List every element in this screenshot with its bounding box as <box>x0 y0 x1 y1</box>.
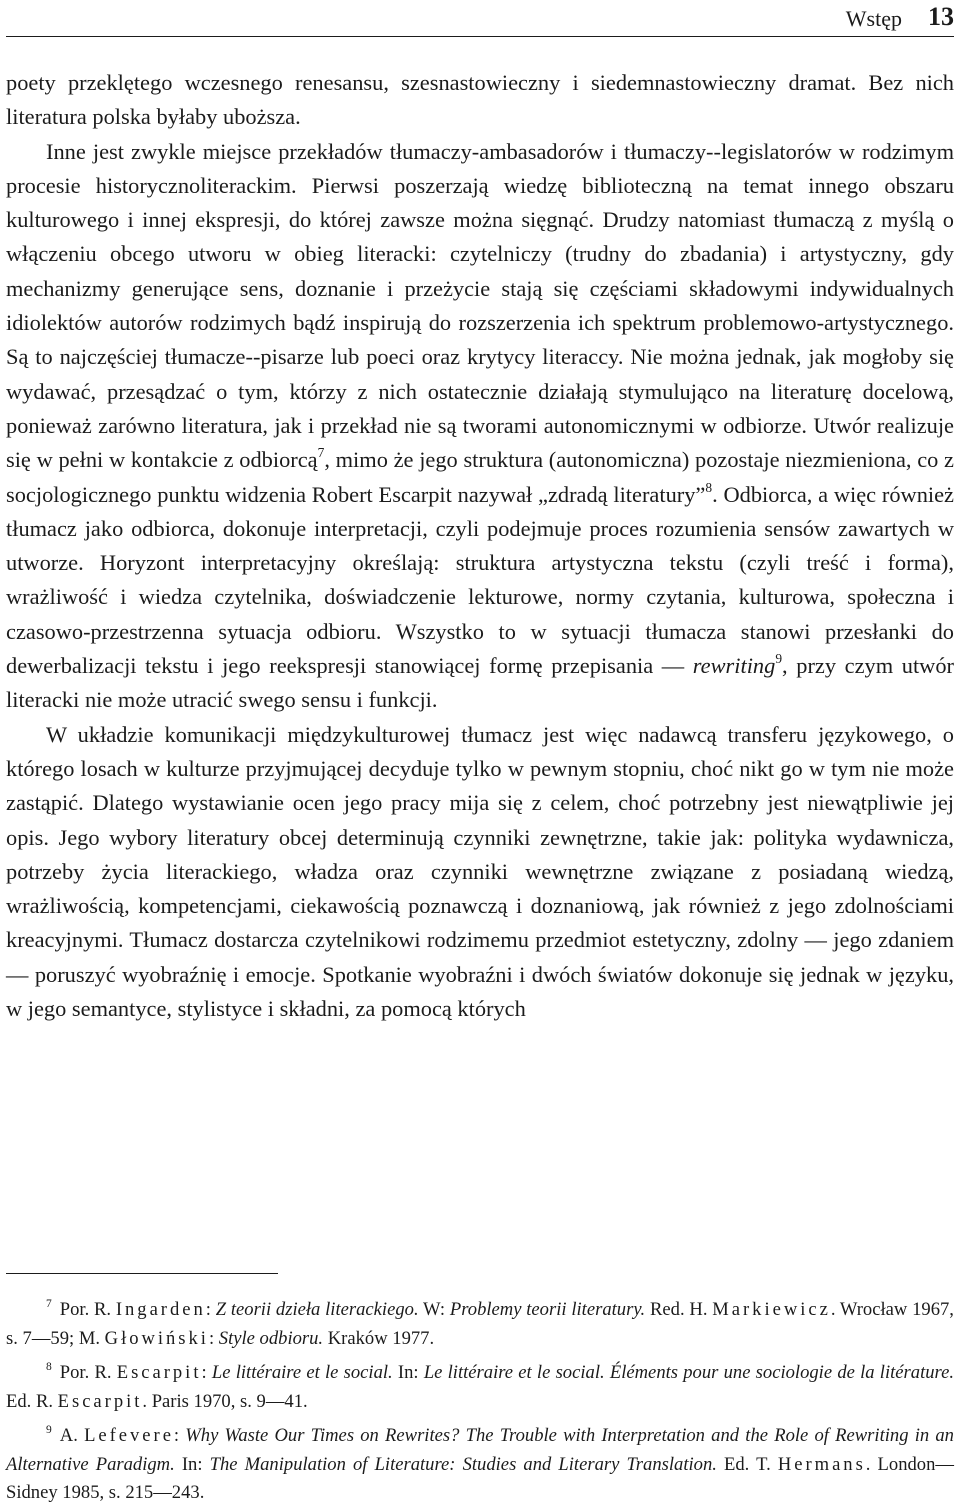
book-page <box>6 0 954 1501</box>
text-run: W układzie komunikacji międzykulturowej tłumacz jest więc nadawcą transferu językowego, o którego losach w kulturze przyjmującej decyduje tylko w pewnym stopniu, choć nikt go w tym nie może zastąpić. Dlatego wystawianie ocen jego pracy mija się z celem, choć potrzebny jest niewątpliwie jej opis. Jego wybory literatury obcej determinują czynniki zewnętrzne, takie jak: polityka wydawnicza, potrzeby życia literackiego, władza oraz czynniki wewnętrzne związane z posiadaną wiedzą, wrażliwością, kompetencjami, ciekawością poznawczą i doznaniową, jak również z jego zdolnościami kreacyjnymi. Tłumacz dostarcza czytelnikowi rodzimemu przedmiot estetyczny, zdolny — jego zdaniem — poruszyć wyobraźnię i emocje. Spotkanie wyobraźni i dwóch światów dokonuje się jednak w języku, w jego semantyce, stylistyce i składni, za pomocą których <box>6 721 954 1022</box>
author-name: Escarpit <box>57 1390 143 1412</box>
author-name: Hermans <box>777 1453 866 1475</box>
author-name: Ingarden <box>115 1299 206 1320</box>
text-run: Red. H. <box>645 1299 713 1320</box>
text-run: In: <box>174 1453 210 1475</box>
paragraph <box>6 135 954 718</box>
work-title: Why Waste Our Times on Rewrites? The Trouble with Interpretation and the Role of Rewriting in an Alternative Paradigm. <box>6 1425 954 1475</box>
text-run: . Wrocław 1967, s. 7—59; M. <box>6 1299 954 1349</box>
text-run: In: <box>392 1362 424 1383</box>
author-name: Lefevere <box>84 1425 174 1446</box>
text-run: : <box>173 1425 186 1446</box>
footnote-8 <box>6 1359 954 1416</box>
footnote-ref-9[interactable]: 9 <box>775 650 783 666</box>
text-run: : <box>201 1362 212 1383</box>
text-run: , przy czym utwór literacki nie może utracić swego sensu i funkcji. <box>6 653 954 713</box>
paragraph-continued <box>6 66 954 135</box>
running-header <box>6 0 954 37</box>
author-name: Escarpit <box>116 1362 202 1383</box>
text-run: W: <box>418 1299 450 1320</box>
text-run: Kraków 1977. <box>323 1327 435 1349</box>
main-text <box>6 66 954 1026</box>
footnote-number: 7 <box>46 1297 52 1310</box>
work-title: Le littéraire et le social. Éléments pour une sociologie de la litérature. <box>423 1362 954 1383</box>
work-title: Problemy teorii literatury. <box>449 1299 646 1320</box>
page-number: 13 <box>928 2 954 31</box>
text-run: : <box>205 1299 216 1320</box>
work-title: The Manipulation of Literature: Studies and Literary Translation. <box>209 1453 717 1475</box>
footnote-number: 9 <box>46 1423 52 1436</box>
text-run: Por. R. <box>59 1362 117 1383</box>
paragraph <box>6 718 954 1027</box>
work-title: Z teorii dzieła literackiego. <box>215 1299 419 1320</box>
text-run: . London—Sidney 1985, s. 215—243. <box>6 1453 954 1503</box>
author-name: Markiewicz <box>712 1299 831 1320</box>
footnote-9 <box>6 1422 954 1508</box>
footnote-ref-7[interactable]: 7 <box>317 445 325 461</box>
text-run: Inne jest zwykle miejsce przekładów tłumaczy-ambasadorów i tłumaczy--legislatorów w rodzimym procesie historycznoliterackim. Pierwsi poszerzają wiedzę biblioteczną na temat innego obszaru kulturowego i innej ekspresji, do której zawsze można sięgnąć. Drudzy natomiast tłumaczą z myślą o włączeniu obcego utworu w obieg literacki: czytelniczy (trudny do zbadania) i artystyczny, gdy mechanizmy generujące sens, doznanie i przeżycie stają się częściami składowymi indywidualnych idiolektów autorów rodzimych bądź inspirują do rozszerzenia ich spektrum problemowo-artystycznego. Są to najczęściej tłumacze--pisarze lub poeci oraz krytycy literaccy. Nie można jednak, jak mogłoby się wydawać, przesądzać o tym, którzy z nich ostatecznie działają stymulująco na literaturę docelową, ponieważ zarówno literatura, jak i przekład nie są tworami autonomicznymi w odbiorze. Utwór realizuje się w pełni w kontakcie z odbiorcą <box>6 138 954 473</box>
text-run: : <box>208 1327 219 1349</box>
italic-term: rewriting <box>692 653 776 679</box>
text-run: Ed. T. <box>716 1453 778 1475</box>
work-title: Style odbioru. <box>218 1327 324 1349</box>
footnote-7 <box>6 1296 954 1353</box>
author-name: Głowiński <box>104 1327 209 1349</box>
text-run: Por. R. <box>59 1299 116 1320</box>
footnote-number: 8 <box>46 1360 52 1373</box>
text-run: Ed. R. <box>6 1390 58 1412</box>
text-run: . Paris 1970, s. 9—41. <box>142 1390 308 1412</box>
text-run: A. <box>59 1425 85 1446</box>
footnotes <box>6 1296 954 1508</box>
work-title: Le littéraire et le social. <box>211 1362 393 1383</box>
text-run: poety przeklętego wczesnego renesansu, szesnastowieczny i siedemnastowieczny dramat. Bez nich literatura polska byłaby uboższa. <box>6 70 954 130</box>
text-run: , mimo że jego struktura (autonomiczna) pozostaje niezmieniona, co z socjologicznego punktu widzenia Robert Escarpit nazywał „zdradą literatury” <box>6 447 954 507</box>
footnote-separator <box>6 1273 278 1274</box>
text-run: . Odbiorca, a więc również tłumacz jako odbiorca, dokonuje interpretacji, czyli podejmuje proces rozumienia sensów zawartych w utworze. Horyzont interpretacyjny określają: struktura artystyczna tekstu (czyli treść i forma), wrażliwość i wiedza czytelnika, doświadczenie lekturowe, normy czytania, kulturowa, społeczna i czasowo-przestrzenna sytuacja odbioru. Wszystko to w sytuacji tłumacza stanowi przesłanki do dewerbalizacji tekstu i jego reekspresji stanowiącej formę przepisania — <box>6 481 954 679</box>
section-title: Wstęp <box>845 6 902 31</box>
footnote-ref-8[interactable]: 8 <box>705 479 713 495</box>
